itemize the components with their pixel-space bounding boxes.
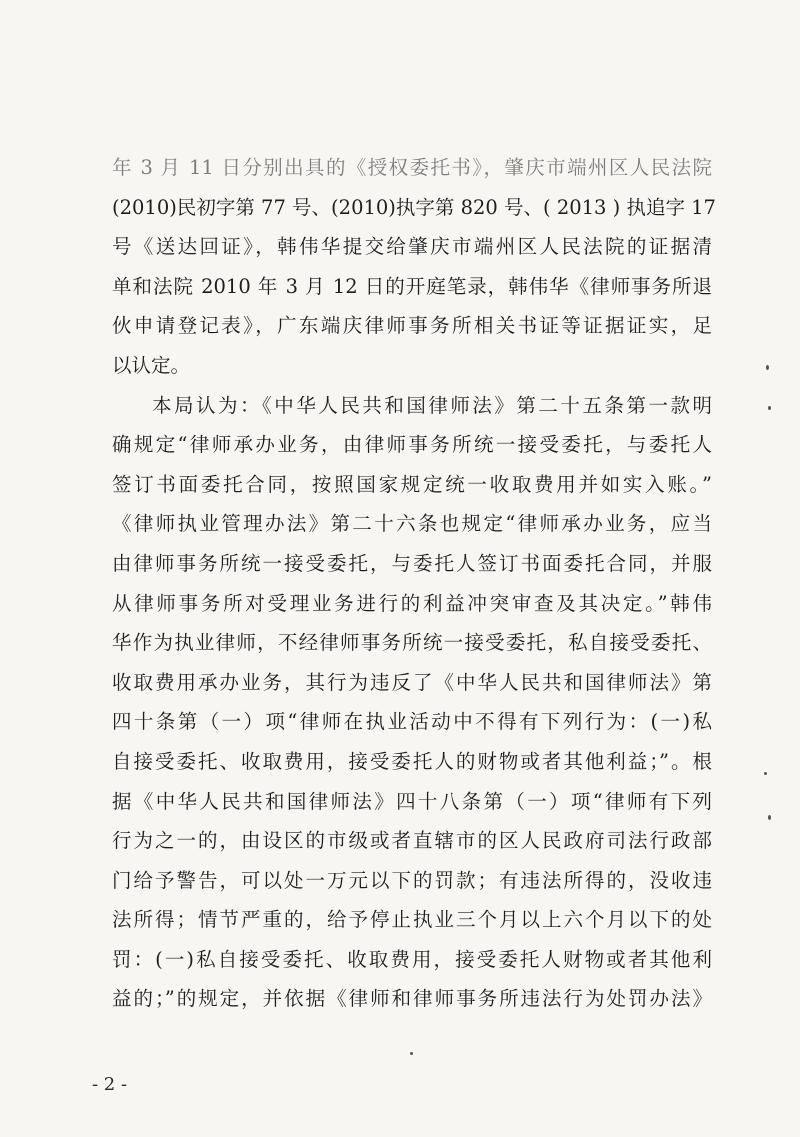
- scan-speck: [764, 772, 767, 775]
- scan-speck: [766, 365, 769, 370]
- text-line-7: 本局认为：《中华人民共和国律师法》第二十五条第一款明: [152, 393, 712, 417]
- text-line-17: 据《中华人民共和国律师法》四十八条第（一）项“律师有下列: [112, 789, 712, 813]
- text-line-10: 《律师执业管理办法》第二十六条也规定“律师承办业务，应当: [112, 512, 712, 536]
- text-line-21: 罚：(一)私自接受委托、收取费用，接受委托人财物或者其他利: [112, 947, 712, 971]
- text-line-4: 单和法院 2010 年 3 月 12 日的开庭笔录，韩伟华《律师事务所退: [112, 274, 712, 298]
- text-line-2: (2010)民初字第 77 号、(2010)执字第 820 号、( 2013 ) 执追字 17: [112, 195, 716, 219]
- text-line-14: 收取费用承办业务，其行为违反了《中华人民共和国律师法》第: [112, 670, 712, 694]
- text-line-5: 伙申请登记表》，广东端庆律师事务所相关书证等证据证实，足: [112, 314, 712, 338]
- text-line-15: 四十条第（一）项“律师在执业活动中不得有下列行为：(一)私: [112, 710, 712, 734]
- page-number: - 2 -: [92, 1074, 128, 1095]
- scan-speck: [768, 815, 771, 820]
- text-line-12: 从律师事务所对受理业务进行的利益冲突审查及其决定。”韩伟: [112, 591, 712, 615]
- text-line-19: 门给予警告，可以处一万元以下的罚款；有违法所得的，没收违: [112, 868, 712, 892]
- body-text: [112, 148, 716, 1019]
- text-line-18: 行为之一的，由设区的市级或者直辖市的区人民政府司法行政部: [112, 829, 712, 853]
- text-line-11: 由律师事务所统一接受委托，与委托人签订书面委托合同，并服: [112, 551, 712, 575]
- text-line-16: 自接受委托、收取费用，接受委托人的财物或者其他利益；”。根: [112, 749, 712, 773]
- text-line-13: 华作为执业律师，不经律师事务所统一接受委托，私自接受委托、: [112, 631, 712, 655]
- text-line-9: 签订书面委托合同，按照国家规定统一收取费用并如实入账。”: [112, 472, 712, 496]
- text-line-22: 益的；”的规定，并依据《律师和律师事务所违法行为处罚办法》: [112, 987, 712, 1011]
- scan-speck: [768, 406, 771, 410]
- text-line-20: 法所得；情节严重的，给予停止执业三个月以上六个月以下的处: [112, 908, 712, 932]
- text-line-1: 年 3 月 11 日分别出具的《授权委托书》，肇庆市端州区人民法院: [112, 156, 712, 179]
- scan-speck: [410, 1052, 413, 1055]
- text-line-6: 以认定。: [112, 353, 191, 377]
- text-line-3: 号《送达回证》，韩伟华提交给肇庆市端州区人民法院的证据清: [112, 235, 712, 259]
- text-line-8: 确规定“律师承办业务，由律师事务所统一接受委托，与委托人: [112, 433, 712, 457]
